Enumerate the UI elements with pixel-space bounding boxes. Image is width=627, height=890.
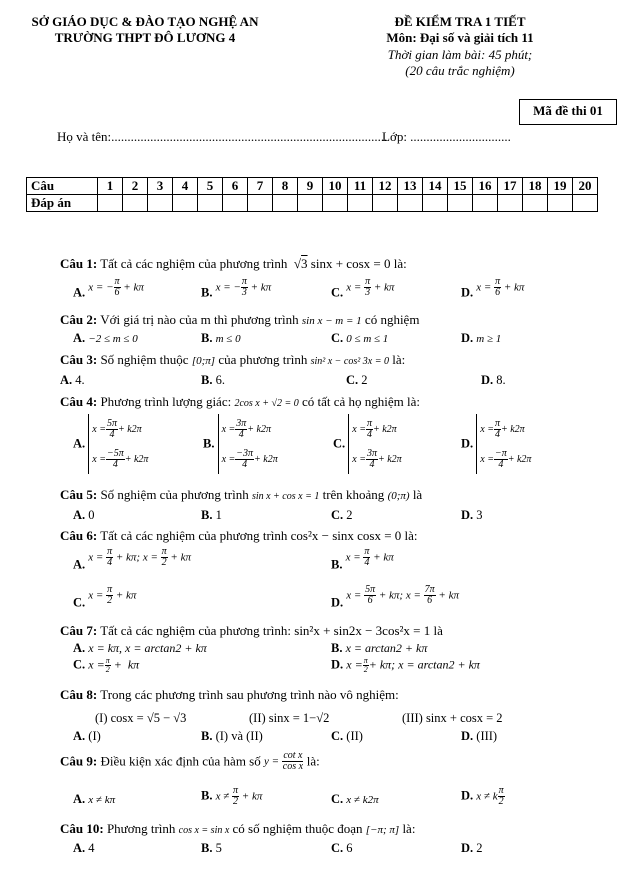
question-1 [60,256,407,272]
question-7: Câu 7: Tất cả các nghiệm của phương trình: sin²x + sin2x − 3cos²x = 1 là [60,623,443,638]
q3-option-d[interactable]: D. 8. [481,373,506,387]
answer-col-number: 9 [298,178,323,195]
answer-table-label-question: Câu [27,178,98,195]
student-name-field: Họ và tên:..................................................................................... [57,129,388,144]
q7-option-b[interactable]: B. x = arctan2 + kπ [331,641,428,655]
q9-option-d[interactable]: D. x ≠ k $\frac{\pi}{2}$ [461,785,504,807]
answer-col-number: 12 [373,178,398,195]
q4-option-d[interactable]: D. x = $\frac{\pi}{4}$ + k2π x = $\frac{-\pi}{4}$ + k2π [461,414,531,474]
q5-option-d[interactable]: D. 3 [461,508,483,522]
q5-option-a[interactable]: A. 0 [73,508,95,522]
q6-option-d[interactable]: D. x = $\frac{5\pi}{6}$ + kπ; x = $\frac{7\pi}{6}$ + kπ [331,584,459,610]
answer-col-number: 11 [348,178,373,195]
q8-statement-i: (I) cosx = √5 − √3 [95,711,187,725]
question-10: Câu 10: Phương trình cos x = sin x có số nghiệm thuộc đoạn [−π; π] là: [60,821,416,836]
answer-table-label-answer: Đáp án [27,195,98,212]
answer-cell[interactable] [298,195,323,212]
answer-col-number: 4 [173,178,198,195]
answer-col-number: 14 [423,178,448,195]
answer-cell[interactable] [398,195,423,212]
q1-option-b[interactable]: B. x = − $\frac{\pi}{3}$ + kπ [201,276,272,300]
q10-option-c[interactable]: C. 6 [331,841,353,855]
answer-cell[interactable] [548,195,573,212]
q10-option-d[interactable]: D. 2 [461,841,483,855]
answer-col-number: 10 [323,178,348,195]
question-8: Câu 8: Trong các phương trình sau phương trình nào vô nghiệm: [60,687,399,702]
question-9: Câu 9: Điều kiện xác định của hàm số y = $\frac{\text{cot x}}{\text{cos x}}$ là: [60,750,320,772]
q3-option-b[interactable]: B. 6. [201,373,225,387]
answer-cell[interactable] [98,195,123,212]
q9-option-b[interactable]: B. x ≠ $\frac{\pi}{2}$ + kπ [201,785,263,807]
q8-option-a[interactable]: A. (I) [73,729,101,743]
answer-cell[interactable] [373,195,398,212]
q7-option-d[interactable]: D. x = $\frac{\pi}{2}$ + kπ; x = arctan2 + kπ [331,656,480,674]
q9-option-a[interactable]: A. x ≠ kπ [73,792,116,806]
exam-question-count: (20 câu trắc nghiệm) [405,63,515,78]
answer-col-number: 17 [498,178,523,195]
exam-code-box: Mã đề thi 01 [519,99,617,125]
q3-option-c[interactable]: C. 2 [346,373,368,387]
q8-option-c[interactable]: C. (II) [331,729,363,743]
q1-option-c[interactable]: C. x = $\frac{\pi}{3}$ + kπ [331,276,395,300]
exam-time: Thời gian làm bài: 45 phút; [387,47,533,62]
q5-option-c[interactable]: C. 2 [331,508,353,522]
answer-col-number: 18 [523,178,548,195]
answer-col-number: 6 [223,178,248,195]
answer-col-number: 5 [198,178,223,195]
q2-option-c[interactable]: C. 0 ≤ m ≤ 1 [331,331,389,345]
q8-option-d[interactable]: D. (III) [461,729,498,743]
answer-cell[interactable] [423,195,448,212]
question-3: Câu 3: Số nghiệm thuộc [0;π] của phương trình sin² x − cos² 3x = 0 là: [60,352,406,367]
q10-option-b[interactable]: B. 5 [201,841,222,855]
answer-cell[interactable] [273,195,298,212]
answer-cell[interactable] [223,195,248,212]
sqrt-expression: √3 [293,256,308,271]
answer-cell[interactable] [348,195,373,212]
q4-option-b[interactable]: B. x = $\frac{3\pi}{4}$ + k2π x = $\frac{-3\pi}{4}$ + k2π [203,414,278,474]
exam-title: ĐỀ KIỂM TRA 1 TIẾT [394,14,526,29]
answer-col-number: 2 [123,178,148,195]
student-class-field: Lớp: ............................... [382,129,511,144]
q2-option-d[interactable]: D. m ≥ 1 [461,331,502,345]
answer-col-number: 3 [148,178,173,195]
q2-option-b[interactable]: B. m ≤ 0 [201,331,241,345]
answer-col-number: 16 [473,178,498,195]
q6-option-c[interactable]: C. x = $\frac{\pi}{2}$ + kπ [73,584,137,610]
question-text: sinx + cosx = 0 là: [310,256,407,271]
answer-cell[interactable] [198,195,223,212]
q8-statement-ii: (II) sinx = 1−√2 [249,711,330,725]
exam-subject: Môn: Đại số và giải tích 11 [386,30,534,45]
answer-cell[interactable] [323,195,348,212]
answer-table-answer-row [27,195,598,212]
answer-cell[interactable] [573,195,598,212]
answer-cell[interactable] [498,195,523,212]
answer-cell[interactable] [148,195,173,212]
answer-cell[interactable] [248,195,273,212]
q6-option-b[interactable]: B. x = $\frac{\pi}{4}$ + kπ [331,546,394,572]
answer-col-number: 1 [98,178,123,195]
q4-option-c[interactable]: C. x = $\frac{\pi}{4}$ + k2π x = $\frac{3\pi}{4}$ + k2π [333,414,402,474]
answer-col-number: 8 [273,178,298,195]
q7-option-c[interactable]: C. x = $\frac{\pi}{2}$ + kπ [73,656,140,674]
answer-table-header-row [27,178,598,195]
answer-col-number: 19 [548,178,573,195]
question-6: Câu 6: Tất cả các nghiệm của phương trình cos²x − sinx cosx = 0 là: [60,528,418,543]
q8-statement-iii: (III) sinx + cosx = 2 [402,711,503,725]
question-5: Câu 5: Số nghiệm của phương trình sin x + cos x = 1 trên khoảng (0;π) là [60,487,423,502]
q2-option-a[interactable]: A. −2 ≤ m ≤ 0 [73,331,138,345]
q3-option-a[interactable]: A. 4. [60,373,85,387]
answer-cell[interactable] [173,195,198,212]
q1-option-a[interactable]: A. x = − $\frac{\pi}{6}$ + kπ [73,276,144,300]
answer-table [26,177,598,212]
answer-cell[interactable] [123,195,148,212]
q6-option-a[interactable]: A. x = $\frac{\pi}{4}$ + kπ; x = $\frac{\pi}{2}$ + kπ [73,546,191,572]
answer-col-number: 20 [573,178,598,195]
q1-option-d[interactable]: D. x = $\frac{\pi}{6}$ + kπ [461,276,525,300]
answer-col-number: 13 [398,178,423,195]
question-4: Câu 4: Phương trình lượng giác: 2cos x + √2 = 0 có tất cả họ nghiệm là: [60,394,421,409]
question-label: Câu 1: [60,256,98,271]
department-name: SỞ GIÁO DỤC & ĐÀO TẠO NGHỆ AN [31,14,259,29]
answer-cell[interactable] [473,195,498,212]
q7-option-a[interactable]: A. x = kπ, x = arctan2 + kπ [73,641,207,655]
answer-col-number: 15 [448,178,473,195]
q5-option-b[interactable]: B. 1 [201,508,222,522]
answer-cell[interactable] [448,195,473,212]
q10-option-a[interactable]: A. 4 [73,841,95,855]
answer-col-number: 7 [248,178,273,195]
question-2: Câu 2: Với giá trị nào của m thì phương trình sin x − m = 1 có nghiệm [60,312,420,327]
school-name: TRƯỜNG THPT ĐÔ LƯƠNG 4 [54,30,236,45]
question-text: Tất cả các nghiệm của phương trình [100,256,288,271]
q4-option-a[interactable]: A. x = $\frac{5\pi}{4}$ + k2π x = $\frac{-5\pi}{4}$ + k2π [73,414,148,474]
q9-option-c[interactable]: C. x ≠ k2π [331,792,379,806]
answer-cell[interactable] [523,195,548,212]
q8-option-b[interactable]: B. (I) và (II) [201,729,263,743]
